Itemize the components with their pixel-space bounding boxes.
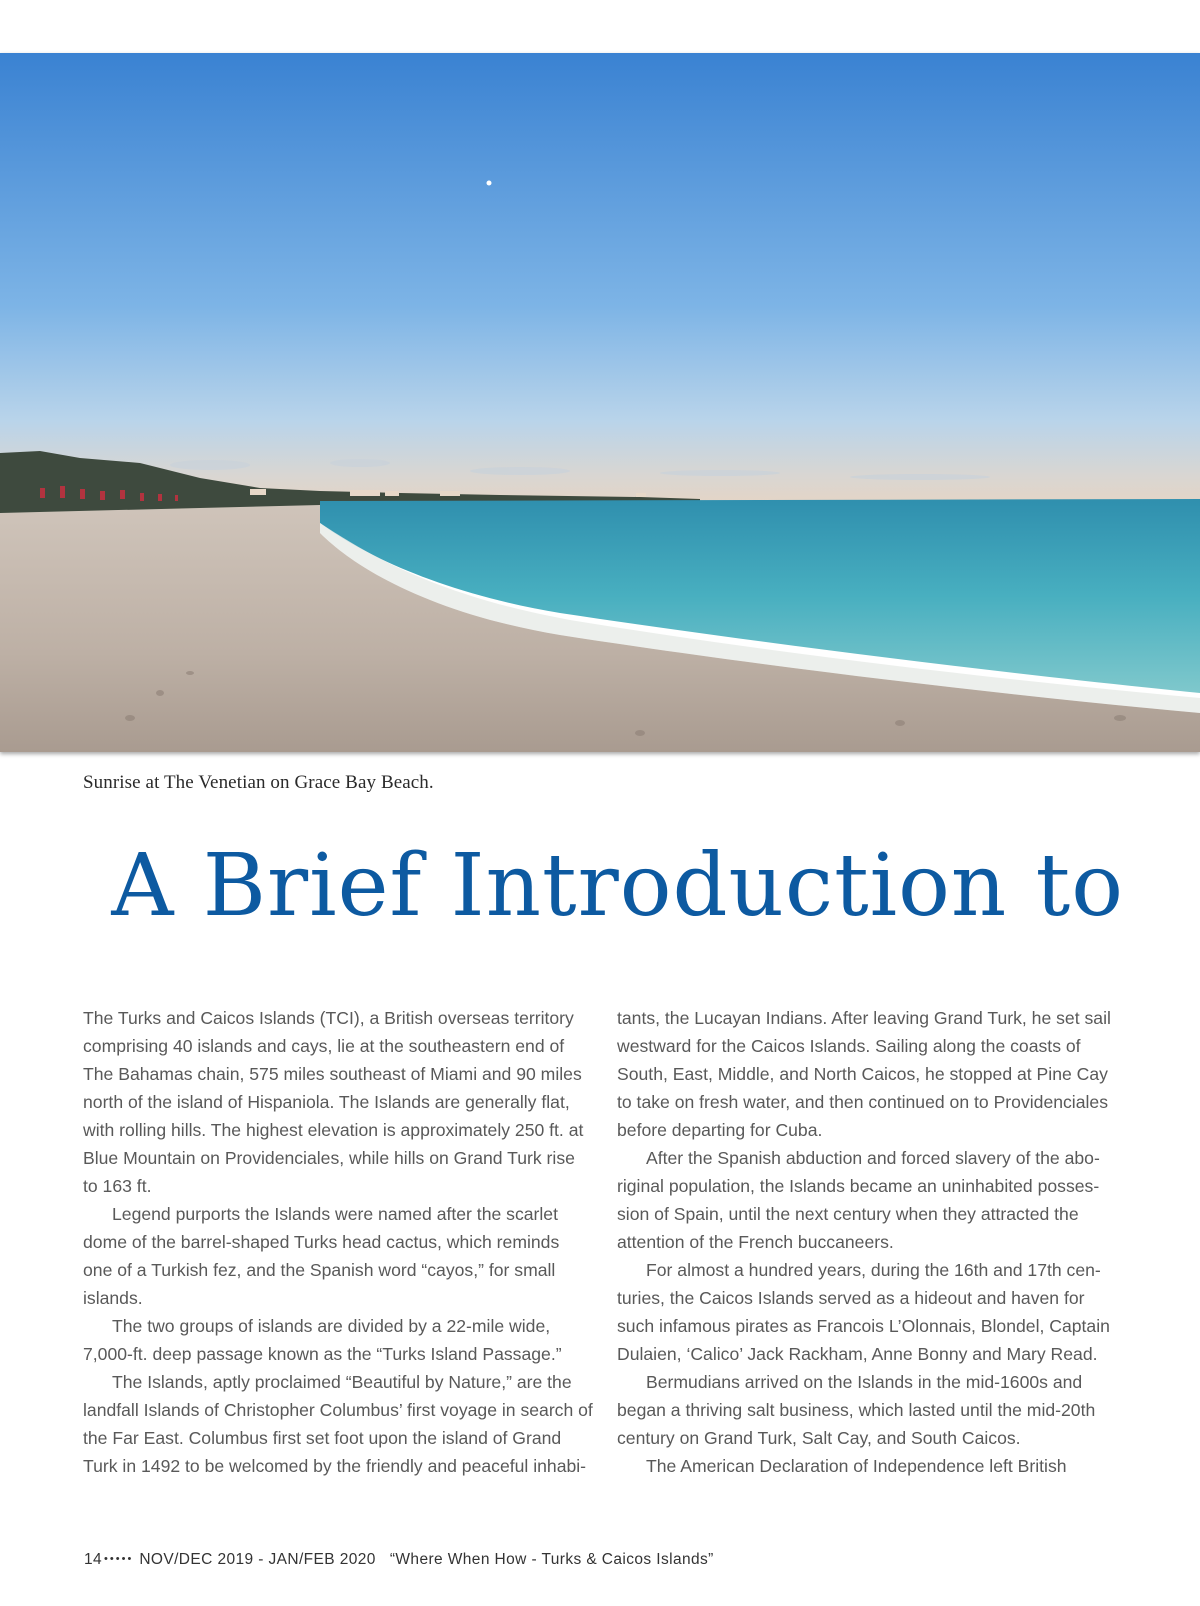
article-title: A Brief Introduction to (111, 836, 1124, 936)
paragraph: Legend purports the Islands were named after the scarlet dome of the barrel-shaped Turks head cactus, which reminds one of a Turkish fez, and the Spanish word “cayos,” for small islands. (83, 1204, 560, 1308)
article-column-left (83, 1004, 593, 1480)
paragraph: After the Spanish abduction and forced slavery of the abo-riginal population, the Islands became an uninhabited posses-sion of Spain, until the next century when they attracted the attention of the French buccaneers. (617, 1148, 1100, 1252)
moon-dot (487, 181, 492, 186)
paragraph: Bermudians arrived on the Islands in the mid-1600s and began a thriving salt business, which lasted until the mid-20th century on Grand Turk, Salt Cay, and South Caicos. (617, 1372, 1096, 1448)
article-column-right (617, 1004, 1122, 1480)
page-number: 14 (84, 1551, 103, 1568)
paragraph: The Turks and Caicos Islands (TCI), a British overseas territory comprising 40 islands and cays, lie at the southeastern end of The Bahamas chain, 575 miles southeast of Miami and 90 miles north of the island of Hispaniola. The Islands are generally flat, with rolling hills. The highest elevation is approximately 250 ft. at Blue Mountain on Providenciales, while hills on Grand Turk rise to 163 ft. (83, 1008, 584, 1196)
beach-photo-illustration (0, 53, 1200, 752)
issue-date: NOV/DEC 2019 - JAN/FEB 2020 (139, 1551, 376, 1568)
page-footer (84, 1551, 714, 1569)
beach-photo (0, 53, 1200, 752)
paragraph: tants, the Lucayan Indians. After leaving Grand Turk, he set sail westward for the Caicos Islands. Sailing along the coasts of South, East, Middle, and North Caicos, he stopped at Pine Cay to take on fresh water, and then continued on to Providenciales before departing for Cuba. (617, 1008, 1111, 1140)
footer-dots: ••••• (104, 1553, 134, 1565)
photo-caption: Sunrise at The Venetian on Grace Bay Beach. (83, 772, 434, 793)
paragraph: The two groups of islands are divided by a 22-mile wide, 7,000-ft. deep passage known as the “Turks Island Passage.” (83, 1316, 562, 1364)
publication-name: “Where When How - Turks & Caicos Islands” (389, 1551, 714, 1568)
paragraph: The Islands, aptly proclaimed “Beautiful by Nature,” are the landfall Islands of Christopher Columbus’ first voyage in search of the Far East. Columbus first set foot upon the island of Grand Turk in 1492 to be welcomed by the friendly and peaceful inhabi- (83, 1372, 593, 1476)
paragraph: The American Declaration of Independence left British (646, 1456, 1067, 1476)
paragraph: For almost a hundred years, during the 16th and 17th cen-turies, the Caicos Islands served as a hideout and haven for such infamous pirates as Francois L’Olonnais, Blondel, Captain Dulaien, ‘Calico’ Jack Rackham, Anne Bonny and Mary Read. (617, 1260, 1110, 1364)
